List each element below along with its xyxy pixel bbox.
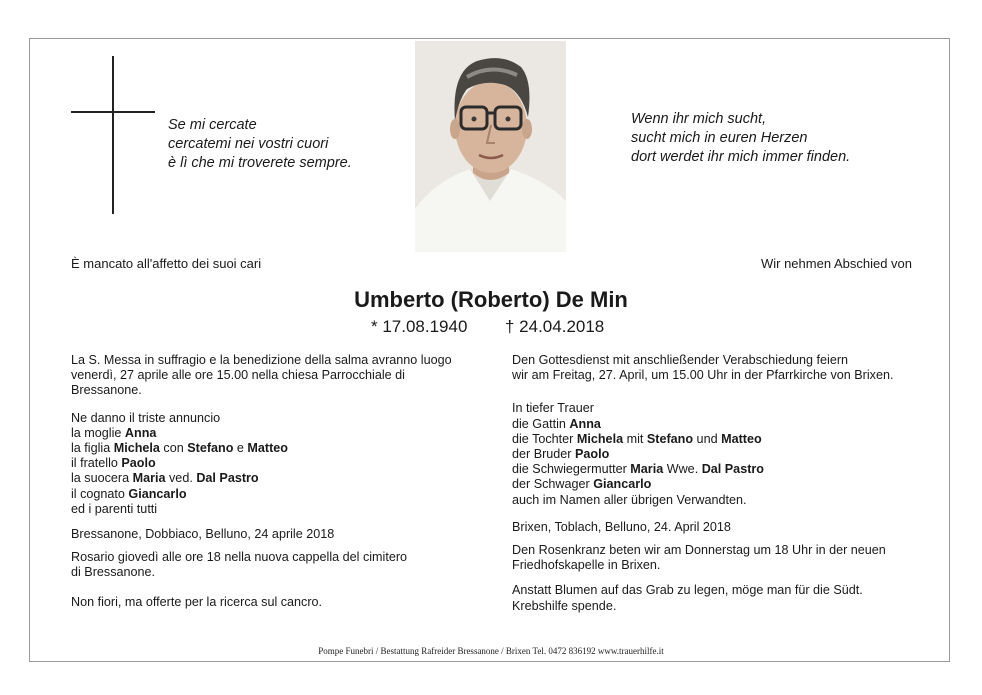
mourner-brother: [71, 456, 471, 471]
text: mit: [623, 431, 647, 446]
intro-italian: È mancato all'affetto dei suoi cari: [71, 256, 262, 271]
mourners-list: [71, 411, 471, 517]
mourners-others: auch im Namen aller übrigen Verwandten.: [512, 492, 747, 507]
german-column: [512, 353, 922, 621]
mourner-wife: [512, 417, 922, 432]
text-line: La S. Messa in suffragio e la benedizione della salma avranno luogo: [71, 353, 452, 367]
mourner-daughter: [71, 441, 471, 456]
text-line: venerdì, 27 aprile alle ore 15.00 nella chiesa Parrocchiale di: [71, 368, 405, 383]
portrait-photo: [415, 41, 566, 252]
text-line: Krebshilfe spende.: [512, 598, 617, 613]
mourner-name: Stefano: [646, 431, 694, 446]
mourner-name: Giancarlo: [593, 477, 652, 492]
intro-german: Wir nehmen Abschied von: [760, 256, 912, 271]
text: der Schwager: [512, 477, 594, 492]
text-line: wir am Freitag, 27. April, um 15.00 Uhr in der Pfarrkirche von Brixen.: [512, 368, 894, 383]
quote-line: dort werdet ihr mich immer finden.: [631, 149, 851, 165]
text: il fratello: [71, 456, 122, 471]
mourners-list: [512, 401, 922, 507]
text: die Tochter: [512, 431, 577, 446]
text: die Schwiegermutter: [512, 462, 631, 477]
quote-line: Wenn ihr mich sucht,: [631, 111, 767, 127]
text-line: Rosario giovedì alle ore 18 nella nuova cappella del cimitero: [71, 550, 408, 565]
quote-line: sucht mich in euren Herzen: [631, 130, 808, 146]
mourner-name: Matteo: [247, 441, 289, 456]
deceased-name: Umberto (Roberto) De Min: [354, 287, 628, 312]
rosary-announcement: [71, 550, 471, 580]
portrait-illustration: [415, 41, 566, 252]
mourners-intro: Ne danno il triste annuncio: [71, 410, 221, 425]
mourners-others: ed i parenti tutti: [71, 501, 158, 516]
italian-column: [71, 353, 471, 617]
mourner-brother: [512, 447, 922, 462]
mourner-brother-in-law: [512, 477, 922, 492]
text: la suocera: [71, 471, 133, 486]
text-line: Den Gottesdienst mit anschließender Verabschiedung feiern: [512, 353, 849, 367]
text: die Gattin: [512, 416, 570, 431]
text-line: Bressanone.: [71, 383, 142, 398]
quote-german: [631, 110, 850, 167]
mourner-name: Maria: [132, 471, 166, 486]
mourner-daughter: [512, 432, 922, 447]
mourner-name: Anna: [569, 416, 601, 431]
quote-line: cercatemi nei vostri cuori: [168, 136, 329, 152]
flowers-note: [71, 595, 471, 610]
mourner-name: Paolo: [121, 456, 156, 471]
mourner-name: Dal Pastro: [701, 462, 764, 477]
text: und: [693, 431, 722, 446]
flowers-note: [512, 583, 922, 613]
text: con: [159, 441, 188, 456]
text: ved.: [165, 471, 197, 486]
mourner-name: Michela: [576, 431, 624, 446]
text-line: Anstatt Blumen auf das Grab zu legen, möge man für die Südt.: [512, 583, 863, 598]
mourner-mother-in-law: [71, 471, 471, 486]
place-date: [71, 527, 471, 542]
mourner-name: Dal Pastro: [196, 471, 259, 486]
text-line: Friedhofskapelle in Brixen.: [512, 558, 661, 573]
place-date: [512, 520, 922, 535]
quote-line: è lì che mi troverete sempre.: [168, 155, 352, 171]
mourner-name: Michela: [113, 441, 160, 456]
text-line: Bressanone, Dobbiaco, Belluno, 24 aprile 2018: [71, 527, 335, 542]
mourner-name: Paolo: [575, 447, 610, 462]
mourner-name: Giancarlo: [128, 486, 187, 501]
mass-announcement: [512, 353, 922, 383]
text: la figlia: [71, 441, 114, 456]
text: il cognato: [71, 486, 129, 501]
text: Wwe.: [663, 462, 702, 477]
text-line: Brixen, Toblach, Belluno, 24. April 2018: [512, 519, 731, 534]
mourner-brother-in-law: [71, 487, 471, 502]
mourner-name: Stefano: [187, 441, 234, 456]
quote-italian: [168, 116, 352, 173]
text-line: Non fiori, ma offerte per la ricerca sul cancro.: [71, 594, 323, 609]
text-line: di Bressanone.: [71, 565, 156, 580]
cross-icon-bar: [71, 111, 155, 113]
mourner-wife: [71, 426, 471, 441]
mourner-name: Anna: [124, 425, 157, 440]
rosary-announcement: [512, 543, 922, 573]
text: e: [233, 441, 248, 456]
text: la moglie: [71, 425, 125, 440]
funeral-home-footer: Pompe Funebri / Bestattung Rafreider Bressanone / Brixen Tel. 0472 836192 www.trauerhilfe.it: [318, 646, 664, 656]
cross-icon: [112, 56, 114, 214]
birth-date: * 17.08.1940: [371, 317, 468, 336]
mourner-name: Matteo: [721, 431, 762, 446]
mass-announcement: [71, 353, 471, 399]
text-line: Den Rosenkranz beten wir am Donnerstag um 18 Uhr in der neuen: [512, 543, 886, 558]
death-date: † 24.04.2018: [505, 317, 605, 336]
quote-line: Se mi cercate: [168, 117, 257, 133]
mourner-name: Maria: [630, 462, 664, 477]
mourners-intro: In tiefer Trauer: [512, 401, 594, 416]
text: der Bruder: [512, 447, 575, 462]
mourner-mother-in-law: [512, 462, 922, 477]
